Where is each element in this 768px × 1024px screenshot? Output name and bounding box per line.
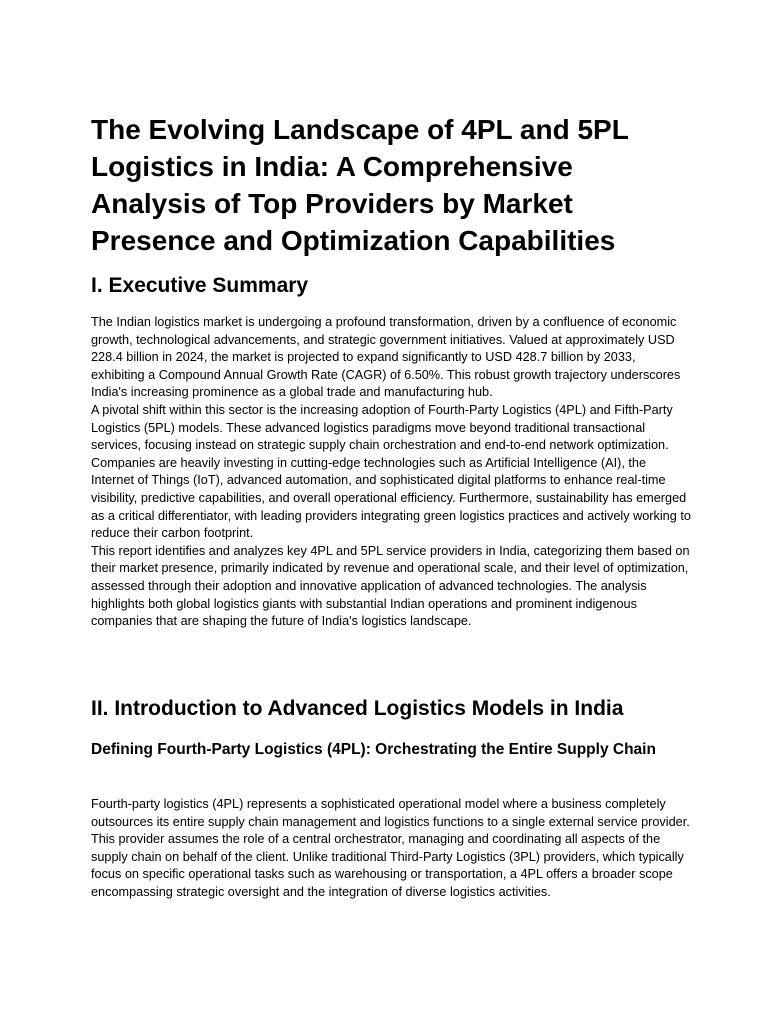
section-heading-executive-summary: I. Executive Summary [91, 274, 309, 297]
subsection-heading-4pl: Defining Fourth-Party Logistics (4PL): Orchestrating the Entire Supply Chain [91, 741, 656, 758]
executive-summary-paragraph-3: This report identifies and analyzes key 4PL and 5PL service providers in India, categorizing them based on their market presence, primarily indicated by revenue and operational scale, and their level of optimization, assessed through their adoption and innovative application of advanced technologies. The analysis highlights both global logistics giants with substantial Indian operations and prominent indigenous companies that are shaping the future of India's logistics landscape. [91, 543, 690, 629]
document-title: The Evolving Landscape of 4PL and 5PL Logistics in India: A Comprehensive Analysis of Top Providers by Market Presence and Optimization Capabilities [91, 114, 629, 256]
4pl-definition-paragraph: Fourth-party logistics (4PL) represents a sophisticated operational model where a business completely outsources its entire supply chain management and logistics functions to a single external service provider. This provider assumes the role of a central orchestrator, managing and coordinating all aspects of the supply chain on behalf of the client. Unlike traditional Third-Party Logistics (3PL) providers, which typically focus on specific operational tasks such as warehousing or transportation, a 4PL offers a broader scope encompassing strategic oversight and the integration of diverse logistics activities. [91, 797, 690, 899]
executive-summary-paragraph-2: A pivotal shift within this sector is the increasing adoption of Fourth-Party Logistics (4PL) and Fifth-Party Logistics (5PL) models. These advanced logistics paradigms move beyond traditional transactional services, focusing instead on strategic supply chain orchestration and end-to-end network optimization. Companies are heavily investing in cutting-edge technologies such as Artificial Intelligence (AI), the Internet of Things (IoT), advanced automation, and sophisticated digital platforms to enhance real-time visibility, predictive capabilities, and overall operational efficiency. Furthermore, sustainability has emerged as a critical differentiator, with leading providers integrating green logistics practices and actively working to reduce their carbon footprint. [91, 402, 691, 541]
section-heading-introduction: II. Introduction to Advanced Logistics Models in India [91, 697, 624, 720]
executive-summary-paragraph-1: The Indian logistics market is undergoing a profound transformation, driven by a confluence of economic growth, technological advancements, and strategic government initiatives. Valued at approximately USD 228.4 billion in 2024, the market is projected to expand significantly to USD 428.7 billion by 2033, exhibiting a Compound Annual Growth Rate (CAGR) of 6.50%. This robust growth trajectory underscores India's increasing prominence as a global trade and manufacturing hub. [91, 315, 681, 400]
executive-summary-body [91, 314, 691, 631]
